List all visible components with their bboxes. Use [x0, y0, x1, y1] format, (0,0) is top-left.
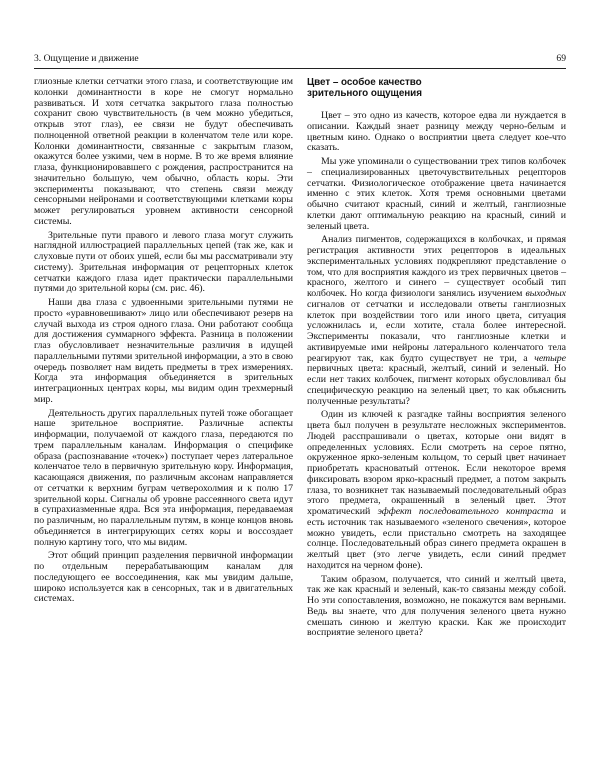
paragraph — [307, 235, 566, 407]
paragraph: Мы уже упоминали о существовании трех типов колбочек – специализированных цветочувствительных рецепторов сетчатки. Физиологическое отображение цвета начинается именно с этих клеток. Хотя тремя основными цветами обычно считают красный, синий и желтый, ганглиозные клетки дают оптимальную реакцию на красный, синий и зеленый цвета. — [307, 156, 566, 232]
text-run: сигналов от сетчатки и исследовали ответы ганглиозных клеток при воздействии того или иного цвета, ситуация усложнилась и, если хотите, стала более интересной. Эксперименты показали, что ганглиозные клетки и активируемые ими нейроны латерального коленчатого тела реагируют так, как будто существует не три, а — [307, 298, 566, 364]
paragraph: глиозные клетки сетчатки этого глаза, и соответствующие им колонки доминантности в коре не смогут нормально развиваться. И хотя сетчатка закрытого глаза полностью сохранит свою чувствительность (в чем можно убедиться, открыв этот глаз), ее связи не будут обеспечивать полноценной ответной реакции в коленчатом теле или коре. Колонки доминантности, связанные с закрытым глазом, окажутся более узкими, чем в норме. В то же время влияние глаза, функционировавшего с рождения, распространится на значительно большую, чем обычно, область коры. Эти эксперименты показывают, что степень связи между сенсорными нейронами и соответствующими клетками коры может регулироваться уровнем активности сенсорной системы. — [34, 76, 293, 227]
section-title-line: зрительного ощущения — [307, 88, 422, 99]
section-title-line: Цвет – особое качество — [307, 77, 422, 88]
emphasis: выходных — [525, 288, 566, 299]
text-run: первичных цвета: красный, желтый, синий и зеленый. Но если нет таких колбочек, пигмент которых обусловливал бы специфическую реакцию на зеленый цвет, то как объяснить полученные результаты? — [307, 363, 566, 407]
text-run: Один из ключей к разгадке тайны восприятия зеленого цвета был получен в результате несложных экспериментов. Людей расспрашивали о цветах, которые они видят в определенных условиях. Если смотреть на серое пятно, окруженное ярко-зеленым кольцом, то серый цвет начинает приобретать красноватый оттенок. Если некоторое время фиксировать взором ярко-красный предмет, а потом закрыть глаза, то возникнет так называемый последовательный образ этого предмета, окрашенный в зеленый цвет. Этот хроматический — [307, 409, 566, 517]
paragraph: Зрительные пути правого и левого глаза могут служить наглядной иллюстрацией параллельных цепей (так же, как и слуховые пути от обоих ушей, если бы мы рассматривали эту систему). Зрительная информация от рецепторных клеток сетчатки каждого глаза идет практически параллельными путями до зрительной коры (см. рис. 46). — [34, 229, 293, 295]
text-run: и есть источник так называемого «зеленого свечения», которое можно увидеть, если пристально смотреть на заходящее солнце. Последовательный образ синего предмета окрашен в желтый цвет (это легче увидеть, если синий предмет находится на черном фоне). — [307, 506, 566, 571]
section-title — [307, 77, 566, 99]
header-rule — [34, 68, 566, 69]
paragraph: Таким образом, получается, что синий и желтый цвета, так же как красный и зеленый, как-то связаны между собой. Но эти сопоставления, возможно, не покажутся вам верными. Ведь вы знаете, что для получения зеленого цвета нужно смешать синюю и желтую краски. Как же происходит восприятие зеленого цвета? — [307, 573, 566, 639]
paragraph: Этот общий принцип разделения первичной информации по отдельным перерабатывающим каналам для последующего ее воссоединения, как мы увидим дальше, широко используется как в сенсорных, так и в двигательных системах. — [34, 550, 293, 605]
paragraph: Цвет – это одно из качеств, которое едва ли нуждается в описании. Каждый знает разницу между черно-белым и цветным кино. Однако о восприятии цвета следует кое-что сказать. — [307, 110, 566, 154]
emphasis: четыре — [534, 352, 566, 364]
page-number: 69 — [556, 53, 566, 64]
chapter-title: 3. Ощущение и движение — [34, 53, 139, 64]
right-column — [307, 77, 566, 642]
paragraph: Деятельность других параллельных путей тоже обогащает наше зрительное восприятие. Различные аспекты информации, получаемой от каждого глаза, передаются по трем параллельным каналам. Информация о специфике образа (распознавание «точек») поступает через латеральное коленчатое тело в первичную зрительную кору. Информация, касающаяся движения, по различным аксонам направляется от сетчатки к верхним буграм четверохолмия и к полю 17 зрительной коры. Сигналы об уровне рассеянного света идут в супрахиазменные ядра. Вся эта информация, передаваемая по различным, но параллельным путям, в конце концов вновь объединяется в интегрирующих сетях коры и воссоздает полную картину того, что мы видим. — [34, 407, 293, 548]
paragraph: Наши два глаза с удвоенными зрительными путями не просто «уравновешивают» лицо или обеспечивают резерв на случай выхода из строя одного глаза. Они работают сообща для достижения суммарного эффекта. Разница в положении глаз обусловливает незначительные различия в идущей параллельными путями зрительной информации, а это в свою очередь позволяет нам видеть предметы в трех измерениях. Когда эта информация объединяется в зрительных интеграционных центрах коры, мы видим один трехмерный мир. — [34, 297, 293, 405]
paragraph — [307, 410, 566, 571]
text-run: Анализ пигментов, содержащихся в колбочках, и прямая регистрация активности этих рецепторов в идеальных экспериментальных условиях подкрепляют представление о том, что для восприятия каждого из трех первичных цветов – красного, желтого и синего – существует особый тип колбочек. Но когда физиологи занялись изучением — [307, 234, 566, 299]
emphasis: эффект последовательного контраста — [377, 506, 554, 517]
running-header — [34, 52, 566, 66]
left-column — [34, 77, 293, 608]
